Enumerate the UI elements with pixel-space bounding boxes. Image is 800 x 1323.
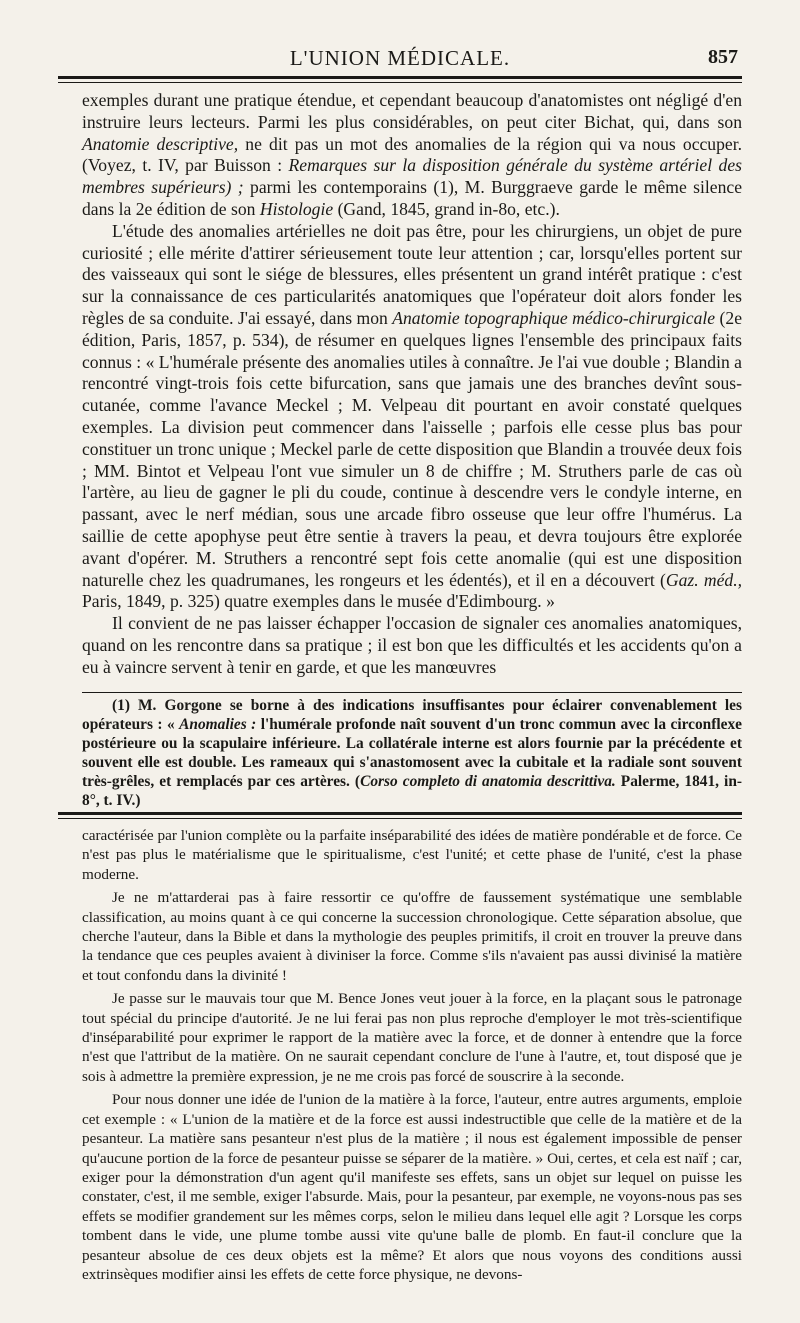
header-rule-thin bbox=[58, 82, 742, 83]
paragraph-classification: Je ne m'attarderai pas à faire ressortir ce qu'offre de faussement systématique une semblable classification, au moins quant à ce qui concerne la succession chronologique. Cette séparation absolue, que cherche l'auteur, dans la Bible et dans la mythologie des peuples primitifs, il croit en trouver la preuve dans la tendance que ces peuples avaient à diviniser la force. Comme s'ils n'avaient pas aussi divinisé la matière et tout confondu dans la divinité ! bbox=[82, 889, 742, 984]
paragraph-convient: Il convient de ne pas laisser échapper l'occasion de signaler ces anomalies anatomiques, quand on les rencontre dans sa pratique ; il est bon que les difficultés et les accidents qu'on a eu à vaincre servent à tenir en garde, et que les manœuvres bbox=[82, 613, 742, 677]
text-run: (Gand, 1845, grand in-8o, etc.). bbox=[333, 198, 560, 219]
paragraph-bence-jones: Je passe sur le mauvais tour que M. Bence Jones veut jouer à la force, en la plaçant sous le patronage tout spécial du principe d'autorité. Je ne lui ferai pas non plus reproche d'employer le mot très-scientifique d'inséparabilité pour exprimer le rapport de la matière avec la force, et de donner à entendre que la force n'est que l'attribut de la matière. On ne saurait cependant conclure de l'une à l'autre, et, tout disposé que je sois à admettre la première expression, je ne me crois pas forcé de souscrire à la seconde. bbox=[82, 990, 742, 1085]
italic-title: Anatomie descriptive, bbox=[82, 133, 239, 154]
italic-title: Corso completo di anatomia descrittiva. bbox=[360, 773, 616, 790]
text-run: Palerme, 1841, in-8°, t. IV.) bbox=[82, 773, 742, 809]
journal-title: L'UNION MÉDICALE. bbox=[289, 46, 511, 70]
section-rule-thin bbox=[58, 818, 742, 819]
feuilleton-text bbox=[82, 826, 742, 1288]
footnote bbox=[82, 696, 742, 810]
text-run: ne dit pas un mot des anomalies de la région qui va nous occuper. (Voyez, t. IV, par Buisson : bbox=[82, 133, 742, 176]
paragraph-anomalies-study bbox=[82, 221, 742, 613]
section-rule-thick bbox=[58, 812, 742, 815]
footnote-separator bbox=[82, 692, 742, 693]
italic-term: Anomalies : bbox=[179, 716, 257, 733]
footnote-text bbox=[82, 696, 742, 810]
text-run: exemples durant une pratique étendue, et cependant beaucoup d'anatomistes ont négligé d'en instruire leurs lecteurs. Parmi les plus considérables, on peut citer Bichat, qui, dans son bbox=[82, 90, 742, 132]
text-run: l'humérale profonde naît souvent d'un tronc commun avec la circonflexe postérieure ou la scapulaire inférieure. La collatérale interne est alors fournie par la précédente et souvent elle est double. Les rameaux qui s'anastomosent avec la cubitale et la radiale sont souvent très-grêles, et remplacés par ces artères. ( bbox=[82, 716, 742, 790]
page-number: 857 bbox=[708, 46, 738, 68]
text-run: parmi les contemporains (1), M. Burggraeve garde le même silence dans la 2e édition de son bbox=[82, 177, 743, 219]
paragraph-anatomists bbox=[82, 90, 742, 221]
text-run: (1) M. Gorgone se borne à des indications insuffisantes pour éclairer convenablement les opérateurs : « bbox=[82, 697, 742, 733]
italic-title: Histologie bbox=[259, 198, 334, 219]
running-header bbox=[58, 44, 742, 76]
text-run: (2e édition, Paris, 1857, p. 534), de résumer en quelques lignes l'ensemble des principaux faits connus : « L'humérale présente des anomalies utiles à connaître. Je l'ai vue double ; Blandin a rencontré vingt-trois fois cette bifurcation, sans que jamais une des branches devînt sous-cutanée, comme l'avance Meckel ; M. Velpeau dit pourtant en avoir constaté quelques exemples. La division peut commencer dans l'aisselle ; parfois elle cesse plus bas pour constituer un tronc unique ; Meckel parle de cette disposition que Blandin a trouvée deux fois ; MM. Bintot et Velpeau l'ont vue simuler un 8 de chiffre ; M. Struthers parle de cas où l'artère, au lieu de gagner le pli du coude, continue à descendre vers le condyle interne, en passant, avec le nerf médian, sous une arcade fibro osseuse que leur offre l'humérus. La saillie de cette apophyse peut être sentie à travers la peau, et devra toujours être explorée avant d'opérer. M. Struthers a rencontré sept fois cette anomalie (qui est une disposition naturelle chez les quadrumanes, les rongeurs et les édentés), et il en a découvert ( bbox=[82, 307, 743, 590]
paragraph-matter-force: Pour nous donner une idée de l'union de la matière à la force, l'auteur, entre autres arguments, emploie cet exemple : « L'union de la matière et de la force est aussi indestructible que celle de la matière et de la pesanteur. La matière sans pesanteur n'est plus de la matière ; il nous est également impossible de penser qu'aucune portion de la force de pesanteur puisse se séparer de la matière. » Oui, certes, et cela est naïf ; car, exiger pour la démonstration d'un agent qu'il manifeste ses effets, sans un objet sur lequel on puisse les constater, c'est, il me semble, exiger l'absurde. Mais, pour la pesanteur, par exemple, ne voyons-nous pas ses effets se modifier grandement sur les mêmes corps, selon le milieu dans lequel elle agit ? Lorsque les corps tombent dans le vide, une plume tombe aussi vite qu'une balle de plomb. En faut-il conclure que la pesanteur absolue de ces deux objets est la même? Et alors que nous voyons des conditions aussi extrinsèques modifier ainsi les effets de cette force physique, ne devons- bbox=[82, 1091, 742, 1283]
text-run: L'étude des anomalies artérielles ne doit pas être, pour les chirurgiens, un objet de pure curiosité ; elle mérite d'attirer sérieusement toute leur attention ; car, lorsqu'elles portent sur des vaisseaux qui sont le siége de blessures, elles présentent un grand intérêt pratique : c'est sur la connaissance de ces particularités anatomiques que l'opérateur doit alors fonder les règles de sa conduite. J'ai essayé, dans mon bbox=[82, 220, 742, 328]
italic-title: Gaz. méd., bbox=[665, 569, 742, 590]
header-rule-thick bbox=[58, 76, 742, 79]
main-text bbox=[82, 90, 742, 679]
italic-title: Anatomie topographique médico-chirurgicale bbox=[392, 307, 716, 328]
text-run: Paris, 1849, p. 325) quatre exemples dans le musée d'Edimbourg. » bbox=[82, 591, 555, 612]
italic-title: Remarques sur la disposition générale du système artériel des membres supérieurs) ; bbox=[82, 155, 742, 198]
paragraph-unity: caractérisée par l'union complète ou la parfaite inséparabilité des idées de matière pondérable et de force. Ce n'est pas plus le matérialisme que le spiritualisme, c'est l'unité; et cette phase de l'unité, c'est la phase moderne. bbox=[82, 827, 742, 883]
